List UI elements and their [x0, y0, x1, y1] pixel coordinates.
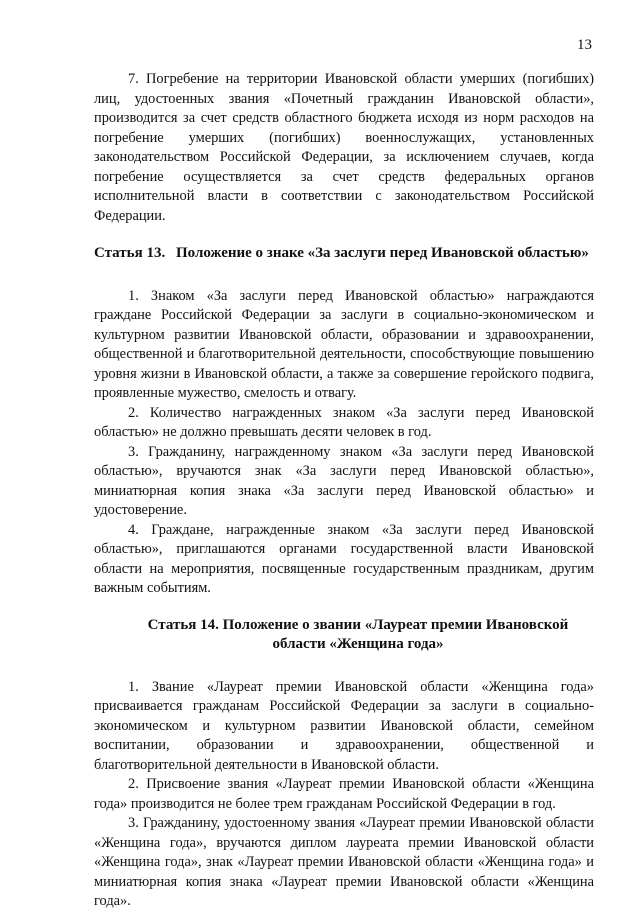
article-14-heading-line-2: области «Женщина года» [272, 636, 444, 652]
article-14-paragraph-3: 3. Гражданину, удостоенному звания «Лауреат премии Ивановской области «Женщина года», вручаются диплом лауреата премии Ивановской области «Женщина года», знак «Лауреат премии Ивановской области «Женщина года» и миниатюрная копия знака «Лауреат премии Ивановской области «Женщина года». [94, 815, 594, 909]
article-13-paragraph-2: 2. Количество награжденных знаком «За заслуги перед Ивановской областью» не должно превышать десяти человек в год. [94, 404, 594, 440]
article-14-heading-line-1: Статья 14. Положение о звании «Лауреат премии Ивановской [147, 616, 569, 633]
document-body [94, 70, 594, 912]
article-14-paragraph-1: 1. Звание «Лауреат премии Ивановской области «Женщина года» присваивается гражданам Российской Федерации за заслуги в социально-экономическом и культурном развитии Ивановской области, семейном воспитании, образовании и здравоохранении, общественной и благотворительной деятельности в Ивановской области. [94, 678, 594, 773]
article-13-title: Положение о знаке «За заслуги перед Ивановской областью» [176, 245, 589, 261]
page-number: 13 [577, 37, 592, 53]
article-14-paragraph-2: 2. Присвоение звания «Лауреат премии Ивановской области «Женщина года» производится не более трем гражданам Российской Федерации в год. [94, 776, 594, 812]
article-13-number: Статья 13. [94, 245, 166, 261]
article-13-paragraph-3: 3. Гражданину, награжденному знаком «За заслуги перед Ивановской областью», вручаются знак «За заслуги перед Ивановской областью», миниатюрная копия знака «За заслуги перед Ивановской областью» и удостоверение. [94, 443, 594, 518]
paragraph-intro-7: 7. Погребение на территории Ивановской области умерших (погибших) лиц, удостоенных звания «Почетный гражданин Ивановской области», производится за счет средств областного бюджета исходя из норм расходов на погребение умерших (погибших) военнослужащих, установленных законодательством Российской Федерации, за исключением случаев, когда погребение осуществляется за счет средств федеральных органов исполнительной власти в соответствии с законодательством Российской Федерации. [94, 71, 594, 224]
article-13-heading [94, 244, 594, 264]
article-13-paragraph-4: 4. Граждане, награжденные знаком «За заслуги перед Ивановской областью», приглашаются органами государственной власти Ивановской области на мероприятия, посвященные государственным праздникам, другим важным событиям. [94, 521, 594, 596]
article-14-heading [94, 616, 594, 655]
article-13-paragraph-1: 1. Знаком «За заслуги перед Ивановской областью» награждаются граждане Российской Федерации за заслуги в социально-экономическом и культурном развитии Ивановской области, образовании и здравоохранении, общественной и благотворительной деятельности, способствующие повышению уровня жизни в Ивановской области, а также за совершение геройского подвига, проявленные мужество, смелость и отвагу. [94, 287, 594, 401]
